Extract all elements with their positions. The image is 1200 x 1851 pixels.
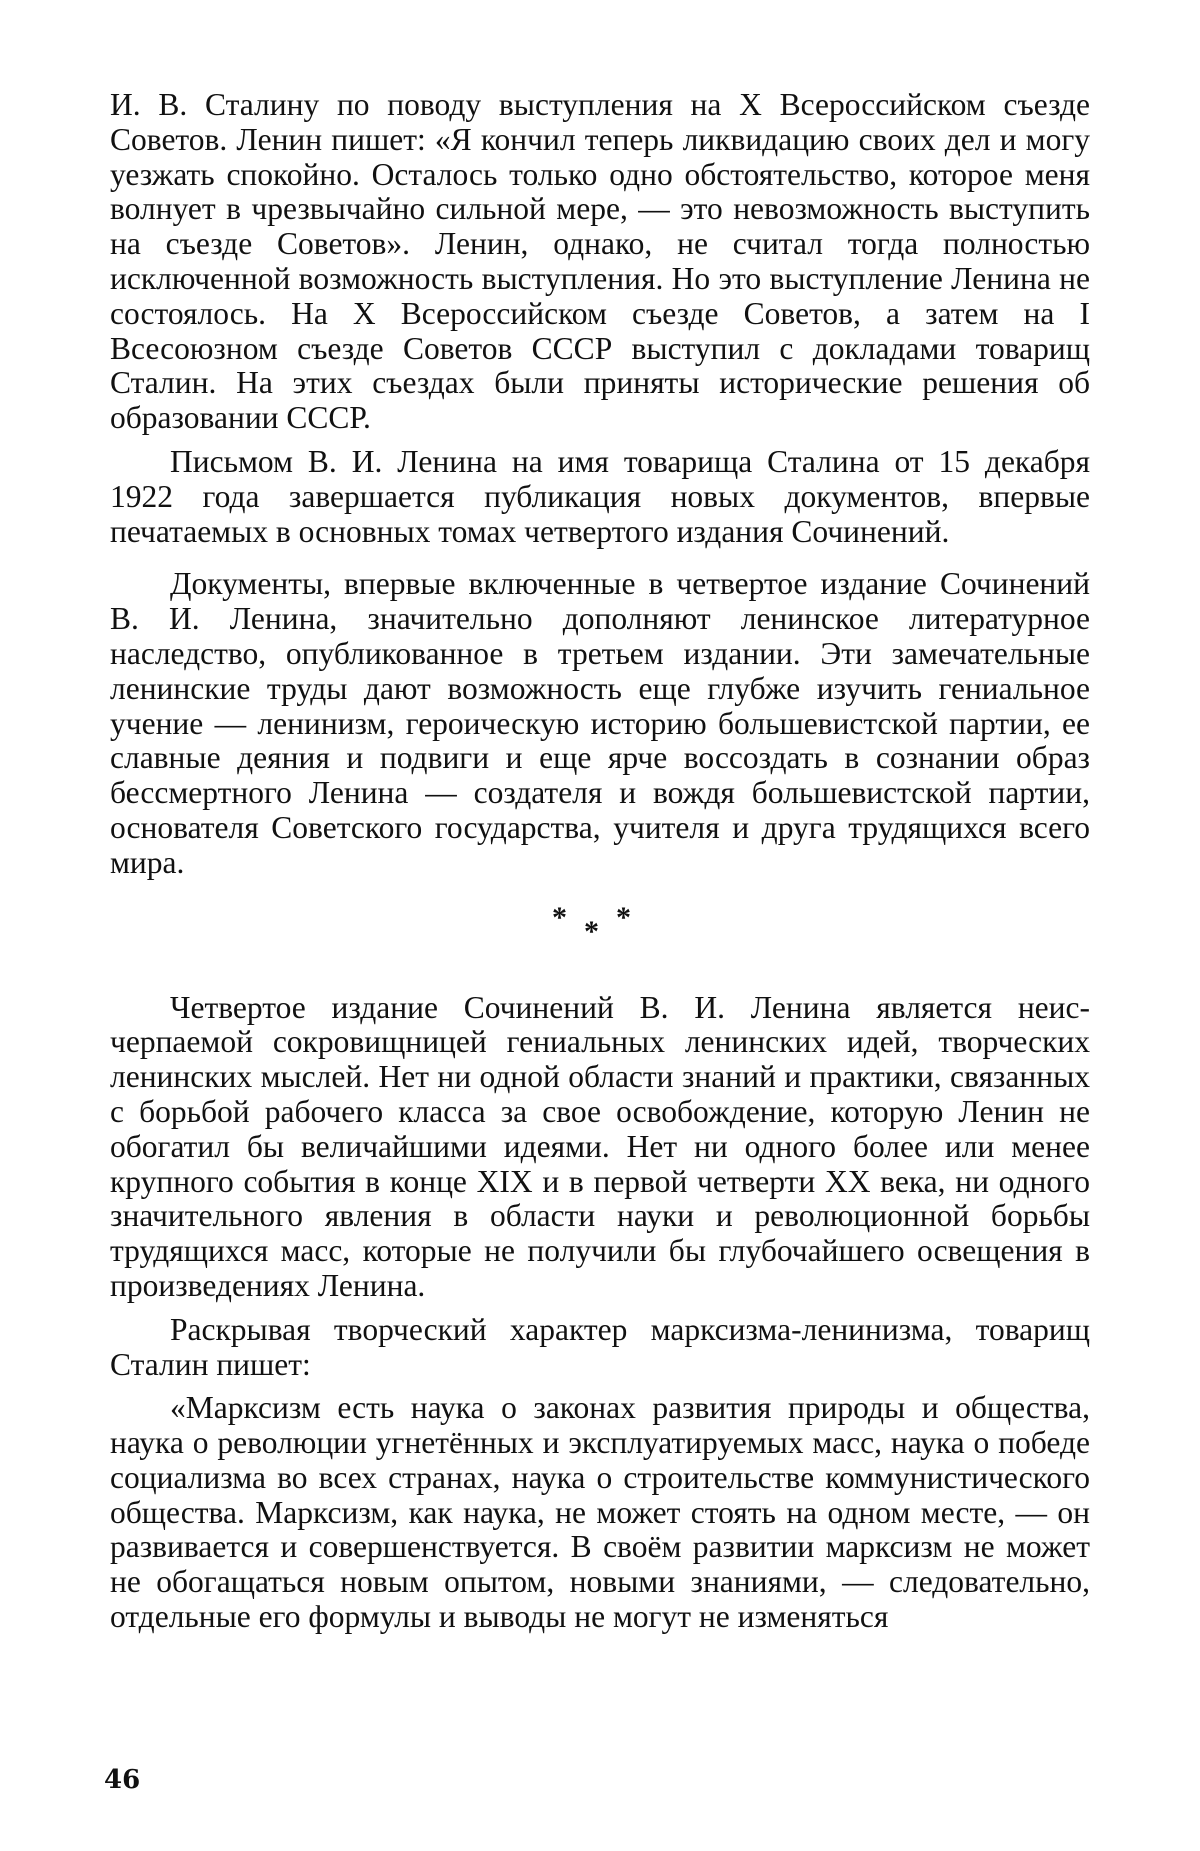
page-number: 46: [104, 1765, 140, 1795]
paragraph-letter-continuation: И. В. Сталину по поводу выступления на X Всероссийском съезде Советов. Ленин пишет: «Я кончил теперь ликвидацию своих дел и могу уезжать спокойно. Осталось только одно обстоятельство, которое меня волнует в чрезвычайно сильной мере, — это невозможность выступить на съезде Советов». Ленин, однако, не считал тогда полностью исключенной воз­можность выступления. Но это выступление Ленина не со­стоялось. На X Всероссийском съезде Советов, а затем на I Всесоюзном съезде Советов СССР выступил с докладами товарищ Сталин. На этих съездах были приняты исторические решения об образовании СССР.: [110, 88, 1090, 436]
paragraph-letter-publication: Письмом В. И. Ленина на имя товарища Сталина от 15 де­кабря 1922 года завершается публикация новых документов, впервые печатаемых в основных томах четвертого издания Со­чинений.: [110, 445, 1090, 549]
separator-star: *: [584, 917, 599, 947]
paragraph-stalin-intro: Раскрывая творческий характер марксизма-ленинизма, товарищ Сталин пишет:: [110, 1313, 1090, 1383]
separator-star: *: [616, 903, 631, 933]
page-body: [110, 88, 1090, 1635]
separator-star: *: [552, 903, 567, 933]
paragraph-new-documents: Документы, впервые включенные в четвертое издание Со­чинений В. И. Ленина, значительно дополняют ленинское ли­тературное наследство, опубликованное в третьем издании. Эти замечательные ленинские труды дают возможность еще глубже изучить гениальное учение — ленинизм, героическую историю большевистской партии, ее славные деяния и подви­ги и еще ярче воссоздать в сознании образ бессмертного Ленина — создателя и вождя большевистской партии, основа­теля Советского государства, учителя и друга трудящихся всего мира.: [110, 567, 1090, 880]
paragraph-quote: «Марксизм есть наука о законах развития природы и об­щества, наука о революции угнетённых и эксплуатируемых масс, наука о победе социализма во всех странах, наука о строительстве коммунистического общества. Марксизм, как наука, не может стоять на одном месте, — он развивается и совершенствуется. В своём развитии марксизм не может не обогащаться новым опытом, новыми знаниями, — следователь­но, отдельные его формулы и выводы не могут не изменяться: [110, 1391, 1090, 1635]
paragraph-fourth-edition: Четвертое издание Сочинений В. И. Ленина является неис­черпаемой сокровищницей гениальных ленинских идей, творче­ских ленинских мыслей. Нет ни одной области знаний и прак­тики, связанных с борьбой рабочего класса за свое освобож­дение, которую Ленин не обогатил бы величайшими идеями. Нет ни одного более или менее крупного события в конце XIX и в первой четверти XX века, ни одного значительного яв­ления в области науки и революционной борьбы трудящихся масс, которые не получили бы глубочайшего освещения в про­изведениях Ленина.: [110, 991, 1090, 1304]
section-separator: [110, 881, 1090, 991]
